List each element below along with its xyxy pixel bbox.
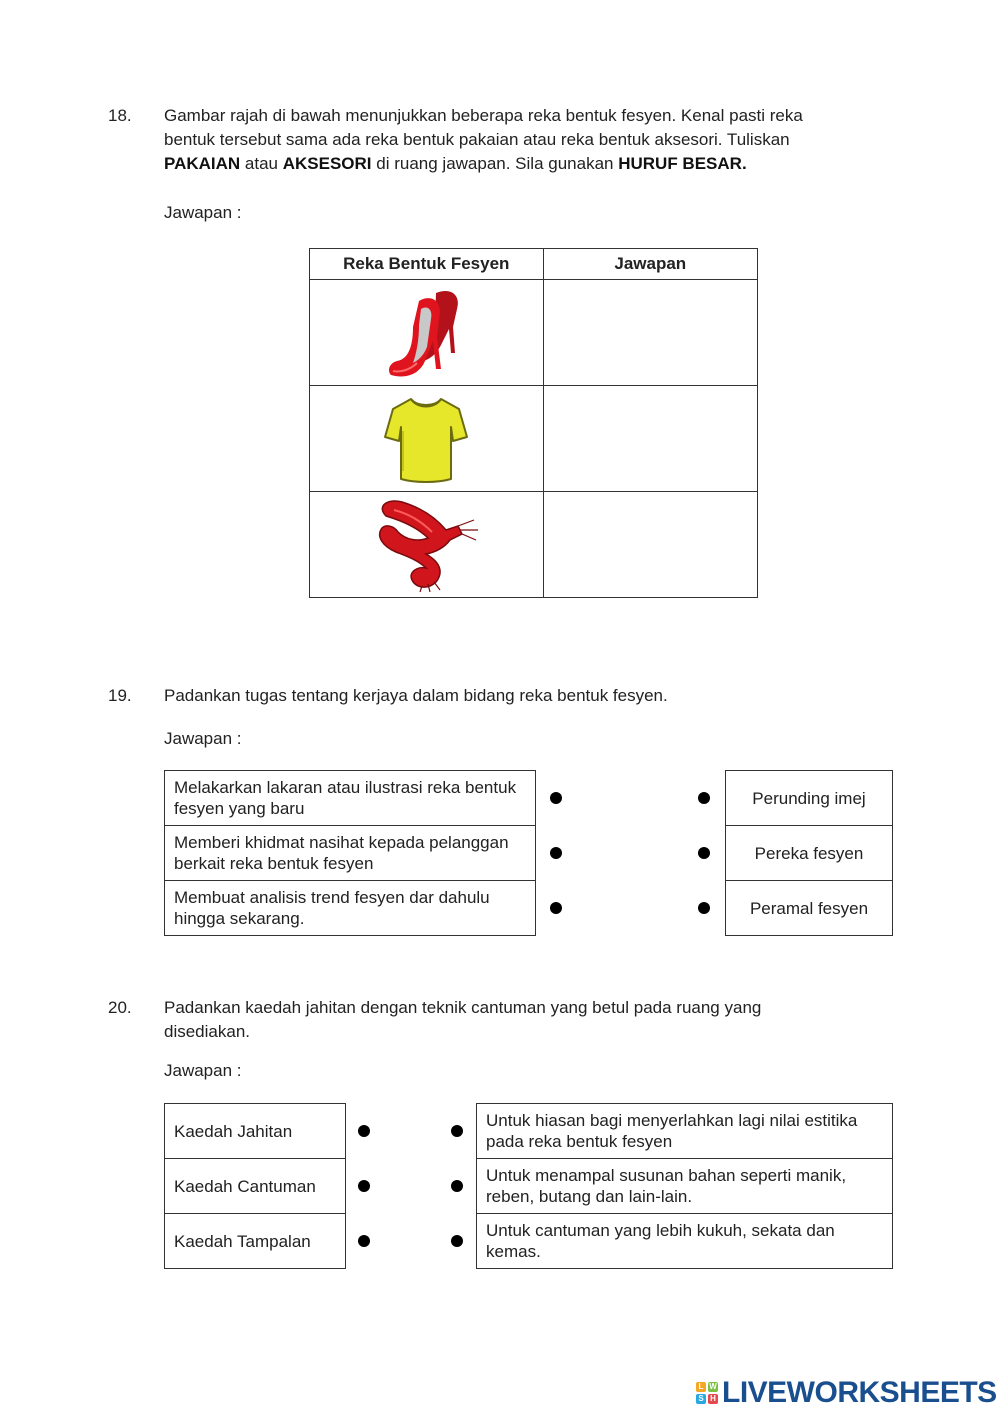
answer-cell[interactable] xyxy=(543,280,757,386)
header-reka-bentuk: Reka Bentuk Fesyen xyxy=(310,249,544,280)
list-item: Pereka fesyen xyxy=(726,825,892,880)
match-dot-left[interactable] xyxy=(358,1180,370,1192)
liveworksheets-logo[interactable] xyxy=(696,1376,997,1410)
list-item: Kaedah Jahitan xyxy=(174,1121,293,1141)
list-item: Melakarkan lakaran atau ilustrasi reka bentuk fesyen yang baru xyxy=(174,778,517,818)
q20-line-2: disediakan. xyxy=(164,1022,251,1041)
q20-right-list xyxy=(476,1103,893,1269)
pakaian-keyword: PAKAIAN xyxy=(164,154,241,173)
table-row xyxy=(310,280,758,386)
yellow-tshirt-icon xyxy=(381,391,471,487)
match-dot-right[interactable] xyxy=(451,1125,463,1137)
q18-table-header xyxy=(310,249,758,280)
answer-cell[interactable] xyxy=(543,492,757,598)
match-dot-right[interactable] xyxy=(451,1235,463,1247)
badge-letter: S xyxy=(696,1394,706,1404)
match-dot-left[interactable] xyxy=(550,792,562,804)
header-jawapan: Jawapan xyxy=(543,249,757,280)
q18-table xyxy=(309,248,758,598)
logo-text: LIVEWORKSHEETS xyxy=(722,1376,997,1409)
q18-answer-label: Jawapan : xyxy=(164,203,242,222)
match-dot-right[interactable] xyxy=(698,792,710,804)
logo-badge-icon xyxy=(696,1382,718,1404)
list-item: Membuat analisis trend fesyen dar dahulu hingga sekarang. xyxy=(165,880,535,935)
list-item: Untuk hiasan bagi menyerlahkan lagi nilai estitika pada reka bentuk fesyen xyxy=(486,1111,858,1151)
q18-line-3-text-a: atau xyxy=(240,154,283,173)
list-item: Kaedah Cantuman xyxy=(165,1158,345,1213)
q19-left-list xyxy=(164,770,536,936)
q20-line-1: Padankan kaedah jahitan dengan teknik cantuman yang betul pada ruang yang xyxy=(164,998,762,1017)
aksesori-keyword: AKSESORI xyxy=(282,154,372,173)
q18-line-3-text-b: di ruang jawapan. Sila gunakan xyxy=(371,154,619,173)
badge-letter: H xyxy=(708,1394,718,1404)
q20-answer-label: Jawapan : xyxy=(164,1061,242,1080)
list-item: Kaedah Tampalan xyxy=(165,1213,345,1268)
list-item: Peramal fesyen xyxy=(726,880,892,935)
match-dot-left[interactable] xyxy=(550,847,562,859)
q19-number: 19. xyxy=(108,686,132,705)
red-scarf-icon xyxy=(366,496,486,594)
match-dot-right[interactable] xyxy=(698,902,710,914)
answer-cell[interactable] xyxy=(543,386,757,492)
badge-letter: L xyxy=(696,1382,706,1392)
q18-line-3 xyxy=(164,152,864,176)
q19-right-list xyxy=(725,770,893,936)
list-item: Untuk cantuman yang lebih kukuh, sekata dan kemas. xyxy=(477,1213,892,1268)
huruf-besar-keyword: HURUF BESAR. xyxy=(618,154,747,173)
list-item: Perunding imej xyxy=(752,788,866,808)
design-cell xyxy=(310,386,544,492)
red-high-heels-icon xyxy=(381,283,471,383)
q18-line-2: bentuk tersebut sama ada reka bentuk pakaian atau reka bentuk aksesori. Tuliskan xyxy=(164,130,790,149)
table-row xyxy=(310,386,758,492)
q18-number: 18. xyxy=(108,106,132,125)
match-dot-left[interactable] xyxy=(358,1235,370,1247)
q20-number: 20. xyxy=(108,998,132,1017)
design-cell xyxy=(310,280,544,386)
table-row xyxy=(310,492,758,598)
list-item: Memberi khidmat nasihat kepada pelanggan berkait reka bentuk fesyen xyxy=(165,825,535,880)
q19-instructions: Padankan tugas tentang kerjaya dalam bidang reka bentuk fesyen. xyxy=(164,686,668,705)
match-dot-right[interactable] xyxy=(451,1180,463,1192)
design-cell xyxy=(310,492,544,598)
match-dot-left[interactable] xyxy=(358,1125,370,1137)
match-dot-right[interactable] xyxy=(698,847,710,859)
badge-letter: W xyxy=(709,1382,717,1391)
q20-left-list xyxy=(164,1103,346,1269)
q20-instructions xyxy=(164,996,864,1044)
q19-answer-label: Jawapan : xyxy=(164,729,242,748)
match-dot-left[interactable] xyxy=(550,902,562,914)
q18-line-1: Gambar rajah di bawah menunjukkan beberapa reka bentuk fesyen. Kenal pasti reka xyxy=(164,106,803,125)
list-item: Untuk menampal susunan bahan seperti manik, reben, butang dan lain-lain. xyxy=(477,1158,892,1213)
q18-instructions xyxy=(164,104,864,176)
